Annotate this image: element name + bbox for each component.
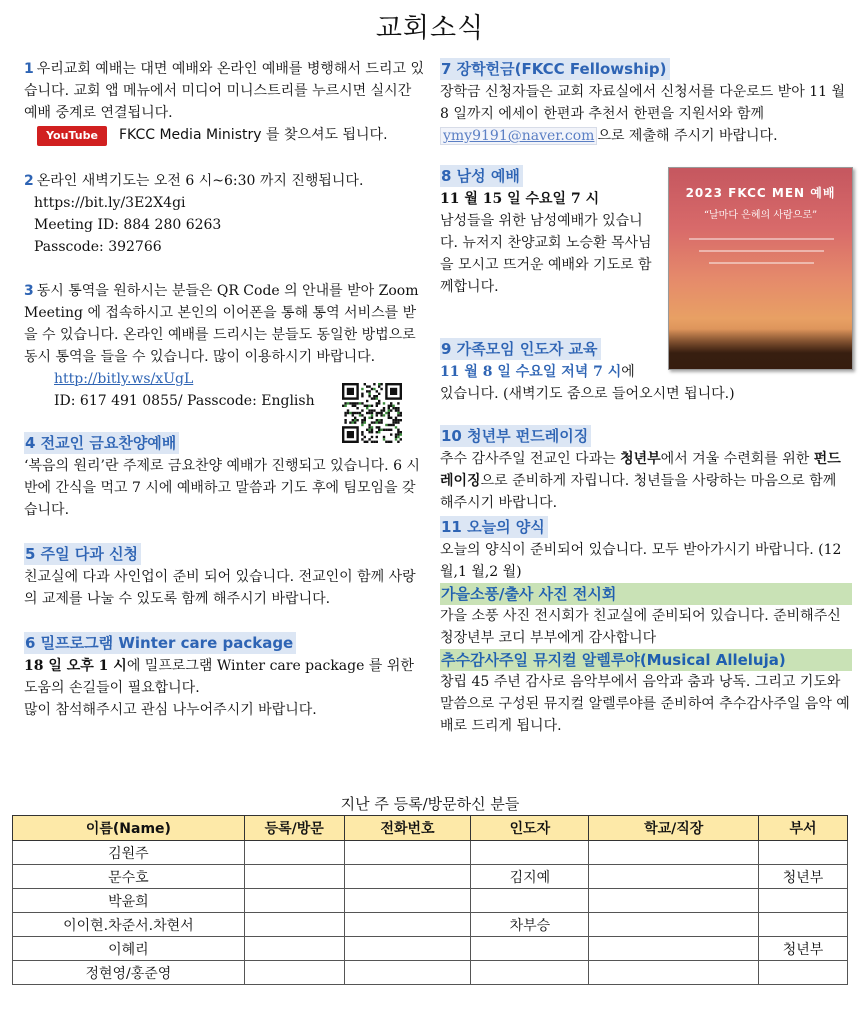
- poster-text-line: [689, 238, 834, 240]
- cell-name: 이이현.차준서.차현서: [13, 913, 245, 937]
- table-row: [13, 865, 848, 889]
- notice-6-text: 에 밀프로그램 Winter care package 를 위한 도움의 손길들이 필요합니다.: [24, 658, 414, 696]
- notice-1: [24, 58, 428, 146]
- youtube-logo[interactable]: YouTube: [37, 126, 107, 146]
- cell-name: 김원주: [13, 841, 245, 865]
- youtube-line: [24, 124, 428, 146]
- notice-9-text-2: 있습니다. (새벽기도 줌으로 들어오시면 됩니다.): [440, 386, 735, 402]
- notice-12: [440, 583, 852, 649]
- cell-registration: [244, 889, 344, 913]
- notice-4: [24, 432, 428, 521]
- notice-6-heading: 6 밀프로그램 Winter care package: [24, 632, 296, 654]
- notice-4-heading: 4 전교인 금요찬양예배: [24, 432, 179, 454]
- notice-8-time: 11 월 15 일 수요일 7 시: [440, 191, 600, 207]
- cell-school-work: [589, 841, 759, 865]
- notice-1-number: 1: [24, 61, 34, 77]
- notice-2: [24, 170, 428, 258]
- interpretation-url[interactable]: http://bitly.ws/xUgL: [54, 371, 194, 387]
- cell-phone: [344, 889, 471, 913]
- notice-4-text: ‘복음의 원리’란 주제로 금요찬양 예배가 진행되고 있습니다. 6 시반에 간식을 먹고 7 시에 예배하고 말씀과 기도 후에 팀모임을 갖습니다.: [24, 458, 420, 518]
- cell-department: 청년부: [759, 865, 848, 889]
- notice-7-body: [440, 81, 852, 147]
- notice-6-time: 18 일 오후 1 시: [24, 658, 127, 674]
- notice-6: [24, 632, 428, 721]
- table-row: [13, 841, 848, 865]
- youtube-text: FKCC Media Ministry 를 찾으셔도 됩니다.: [119, 127, 388, 143]
- table-row: [13, 913, 848, 937]
- cell-guide: [471, 961, 589, 985]
- cell-registration: [244, 937, 344, 961]
- registry-caption: 지난 주 등록/방문하신 분들: [340, 795, 520, 813]
- header-registration: 등록/방문: [244, 816, 344, 841]
- cell-registration: [244, 865, 344, 889]
- cell-school-work: [589, 865, 759, 889]
- cell-name: 박윤희: [13, 889, 245, 913]
- notice-5: [24, 543, 428, 610]
- notice-10-heading: 10 청년부 펀드레이징: [440, 425, 591, 447]
- dawn-prayer-meeting-id: Meeting ID: 884 280 6263: [34, 217, 222, 233]
- cell-name: 정현영/홍준영: [13, 961, 245, 985]
- notice-10-text-2: 에서 겨울 수련회를 위한: [660, 451, 814, 467]
- notice-7-text: 장학금 신청자들은 교회 자료실에서 신청서를 다운로드 받아 11 월 8 일까지 에세이 한편과 추천서 한편을 지원서와 함께: [440, 84, 846, 122]
- cell-school-work: [589, 961, 759, 985]
- notice-12-heading: 가을소풍/출사 사진 전시회: [440, 583, 852, 605]
- notice-10-bold-2: 펀드레이징: [440, 451, 841, 489]
- poster-silhouette: [669, 329, 852, 369]
- cell-registration: [244, 841, 344, 865]
- cell-guide: [471, 841, 589, 865]
- registry-table: [12, 815, 848, 985]
- scholarship-email-link[interactable]: ymy9191@naver.com: [440, 127, 597, 145]
- cell-guide: [471, 937, 589, 961]
- cell-department: [759, 841, 848, 865]
- notice-11-heading: 11 오늘의 양식: [440, 516, 548, 538]
- right-column: [440, 58, 852, 737]
- interpretation-id: ID: 617 491 0855/ Passcode: English: [54, 393, 315, 409]
- notice-1-text: 우리교회 예배는 대면 예배와 온라인 예배를 병행해서 드리고 있습니다. 교회 앱 메뉴에서 미디어 미니스트리를 누르시면 실시간 예배 중계로 연결됩니다.: [24, 61, 424, 121]
- table-row: [13, 961, 848, 985]
- cell-department: [759, 889, 848, 913]
- cell-guide: 김지예: [471, 865, 589, 889]
- cell-school-work: [589, 889, 759, 913]
- notice-11-text: 오늘의 양식이 준비되어 있습니다. 모두 받아가시기 바랍니다. (12 월,1 월,2 월): [440, 542, 842, 580]
- notice-8-text: 남성들을 위한 남성예배가 있습니다. 뉴저지 찬양교회 노승환 목사님을 모시고 뜨거운 예배와 기도로 함께합니다.: [440, 213, 652, 295]
- notice-13-text: 창립 45 주년 감사로 음악부에서 음악과 춤과 낭독. 그리고 기도와 말씀으로 구성된 뮤지컬 알렐루야를 준비하여 추수감사주일 음악 예배로 드리게 됩니다.: [440, 674, 850, 734]
- dawn-prayer-url[interactable]: https://bit.ly/3E2X4gi: [34, 195, 186, 211]
- table-row: [13, 937, 848, 961]
- header-name: 이름(Name): [13, 816, 245, 841]
- cell-school-work: [589, 913, 759, 937]
- notice-8-heading: 8 남성 예배: [440, 165, 523, 187]
- notice-13-heading: 추수감사주일 뮤지컬 알렐루야(Musical Alleluja): [440, 649, 852, 671]
- header-school-work: 학교/직장: [589, 816, 759, 841]
- cell-department: 청년부: [759, 937, 848, 961]
- notice-3-number: 3: [24, 283, 34, 299]
- table-row: [13, 889, 848, 913]
- cell-department: [759, 913, 848, 937]
- cell-name: 이혜리: [13, 937, 245, 961]
- notice-9-text: 에: [621, 364, 635, 380]
- registry-header-row: [13, 816, 848, 841]
- poster-text-line: [709, 262, 814, 264]
- notice-10: [440, 425, 852, 514]
- notice-10-bold-1: 청년부: [620, 451, 661, 467]
- cell-guide: 차부승: [471, 913, 589, 937]
- cell-phone: [344, 961, 471, 985]
- cell-guide: [471, 889, 589, 913]
- notice-6-text-2: 많이 참석해주시고 관심 나누어주시기 바랍니다.: [24, 702, 317, 718]
- header-guide: 인도자: [471, 816, 589, 841]
- notice-7-heading: 7 장학헌금(FKCC Fellowship): [440, 58, 670, 80]
- notice-12-text: 가을 소풍 사진 전시회가 친교실에 준비되어 있습니다. 준비해주신 청장년부 코디 부부에게 감사합니다: [440, 608, 841, 646]
- mens-worship-poster: [668, 167, 853, 370]
- cell-school-work: [589, 937, 759, 961]
- notice-6-body: [24, 655, 428, 699]
- notice-7: [440, 58, 852, 147]
- notice-5-text: 친교실에 다과 사인업이 준비 되어 있습니다. 전교인이 함께 사랑의 교제를 나눌 수 있도록 함께 해주시기 바랍니다.: [24, 569, 416, 607]
- cell-department: [759, 961, 848, 985]
- notice-13: [440, 649, 852, 737]
- poster-subtitle: “날마다 은혜의 사람으로”: [703, 210, 818, 221]
- header-department: 부서: [759, 816, 848, 841]
- cell-phone: [344, 937, 471, 961]
- cell-registration: [244, 961, 344, 985]
- cell-name: 문수호: [13, 865, 245, 889]
- page-title: 교회소식: [375, 13, 485, 44]
- dawn-prayer-passcode: Passcode: 392766: [34, 239, 162, 255]
- notice-11: [440, 516, 852, 583]
- notice-9-heading: 9 가족모임 인도자 교육: [440, 338, 601, 360]
- qr-code-icon: [342, 383, 402, 443]
- cell-phone: [344, 841, 471, 865]
- poster-title: 2023 FKCC MEN 예배: [685, 186, 836, 200]
- notice-3-text: 동시 통역을 원하시는 분들은 QR Code 의 안내를 받아 Zoom Meeting 에 접속하시고 본인의 이어폰을 통해 통역 서비스를 받을 수 있습니다. 온라인 예배를 드리시는 분들도 동일한 방법으로 동시 통역을 들을 수 있습니다. 많이 이용하시기 바랍니다.: [24, 283, 419, 365]
- notice-10-body: [440, 448, 852, 514]
- notice-2-text: 온라인 새벽기도는 오전 6 시~6:30 까지 진행됩니다.: [36, 173, 364, 189]
- notice-2-number: 2: [24, 173, 34, 189]
- notice-10-text-1: 추수 감사주일 전교인 다과는: [440, 451, 621, 467]
- cell-registration: [244, 913, 344, 937]
- cell-phone: [344, 865, 471, 889]
- poster-text-line: [699, 250, 824, 252]
- notice-8: [440, 165, 652, 298]
- notice-7-text-2: 으로 제출해 주시기 바랍니다.: [597, 128, 778, 144]
- notice-10-text-3: 으로 준비하게 자립니다. 청년들을 사랑하는 마음으로 함께 해주시기 바랍니다.: [440, 473, 837, 511]
- cell-phone: [344, 913, 471, 937]
- header-phone: 전화번호: [344, 816, 471, 841]
- notice-5-heading: 5 주일 다과 신청: [24, 543, 141, 565]
- notice-9-time: 11 월 8 일 수요일 저녁 7 시: [440, 364, 622, 380]
